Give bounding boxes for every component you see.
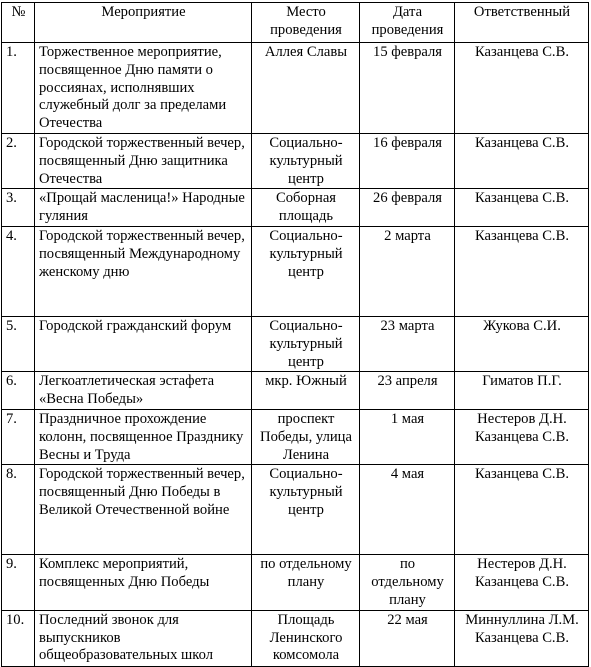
row-place: мкр. Южный [252,372,360,410]
responsible-person: Нестеров Д.Н. [477,556,567,573]
row-responsible [455,189,589,227]
responsible-person: Казанцева С.В. [475,428,569,445]
row-date: по отдельному плану [360,555,455,610]
table-row [2,372,589,410]
row-num: 6. [2,372,35,410]
row-responsible [455,133,589,188]
row-responsible [455,610,589,666]
header-responsible: Ответственный [455,3,589,43]
table-row [2,316,589,371]
row-place: проспект Победы, улица Ленина [252,409,360,464]
row-num: 8. [2,465,35,555]
table-row [2,43,589,134]
header-place: Место проведения [252,3,360,43]
table-row [2,189,589,227]
responsible-person: Нестеров Д.Н. [477,410,567,427]
row-place: Социально-культурный центр [252,133,360,188]
responsible-person: Казанцева С.В. [475,629,569,646]
table-row [2,555,589,610]
row-date: 1 мая [360,409,455,464]
row-responsible [455,555,589,610]
row-num: 1. [2,43,35,134]
row-responsible [455,226,589,316]
row-num: 2. [2,133,35,188]
responsible-person: Казанцева С.В. [475,227,569,244]
row-place: Социально-культурный центр [252,316,360,371]
row-place: Соборная площадь [252,189,360,227]
responsible-person: Казанцева С.В. [475,44,569,60]
responsible-person: Казанцева С.В. [475,466,569,483]
responsible-person: Казанцева С.В. [475,190,569,207]
row-event: Легкоатлетическая эстафета «Весна Победы» [35,372,252,410]
row-event: «Прощай масленица!» Народные гуляния [35,189,252,227]
row-place: Социально-культурный центр [252,226,360,316]
row-date: 23 апреля [360,372,455,410]
row-responsible [455,465,589,555]
row-num: 7. [2,409,35,464]
row-place: по отдельному плану [252,555,360,610]
table-row [2,610,589,666]
header-event: Мероприятие [35,3,252,43]
responsible-person: Миннуллина Л.М. [465,611,579,628]
row-place: Площадь Ленинского комсомола [252,610,360,666]
responsible-person: Казанцева С.В. [475,574,569,591]
row-event: Городской гражданский форум [35,316,252,371]
row-date: 23 марта [360,316,455,371]
row-place: Аллея Славы [252,43,360,134]
row-date: 22 мая [360,610,455,666]
row-event: Комплекс мероприятий, посвященных Дню Победы [35,555,252,610]
table-row [2,465,589,555]
row-event: Городской торжественный вечер, посвященный Дню Победы в Великой Отечественной войне [35,465,252,555]
row-event: Городской торжественный вечер, посвященный Международному женскому дню [35,226,252,316]
row-event: Городской торжественный вечер, посвященный Дню защитника Отечества [35,133,252,188]
row-num: 10. [2,610,35,666]
responsible-person: Казанцева С.В. [475,134,569,151]
table-row [2,409,589,464]
row-date: 15 февраля [360,43,455,134]
row-date: 2 марта [360,226,455,316]
header-row [2,3,589,43]
responsible-person: Жукова С.И. [483,317,561,334]
events-table [1,2,589,667]
row-date: 16 февраля [360,133,455,188]
responsible-person: Гиматов П.Г. [482,373,562,390]
row-responsible [455,43,589,134]
table-row [2,226,589,316]
row-date: 26 февраля [360,189,455,227]
row-num: 9. [2,555,35,610]
header-date: Дата проведения [360,3,455,43]
row-date: 4 мая [360,465,455,555]
row-event: Праздничное прохождение колонн, посвященное Празднику Весны и Труда [35,409,252,464]
row-num: 4. [2,226,35,316]
row-num: 3. [2,189,35,227]
table-row [2,133,589,188]
row-place: Социально-культурный центр [252,465,360,555]
row-responsible [455,372,589,410]
header-num: № [2,3,35,43]
row-event: Торжественное мероприятие, посвященное Дню памяти о россиянах, исполнявших служебный долг за пределами Отечества [35,43,252,134]
row-event: Последний звонок для выпускников общеобразовательных школ [35,610,252,666]
row-responsible [455,316,589,371]
row-num: 5. [2,316,35,371]
row-responsible [455,409,589,464]
